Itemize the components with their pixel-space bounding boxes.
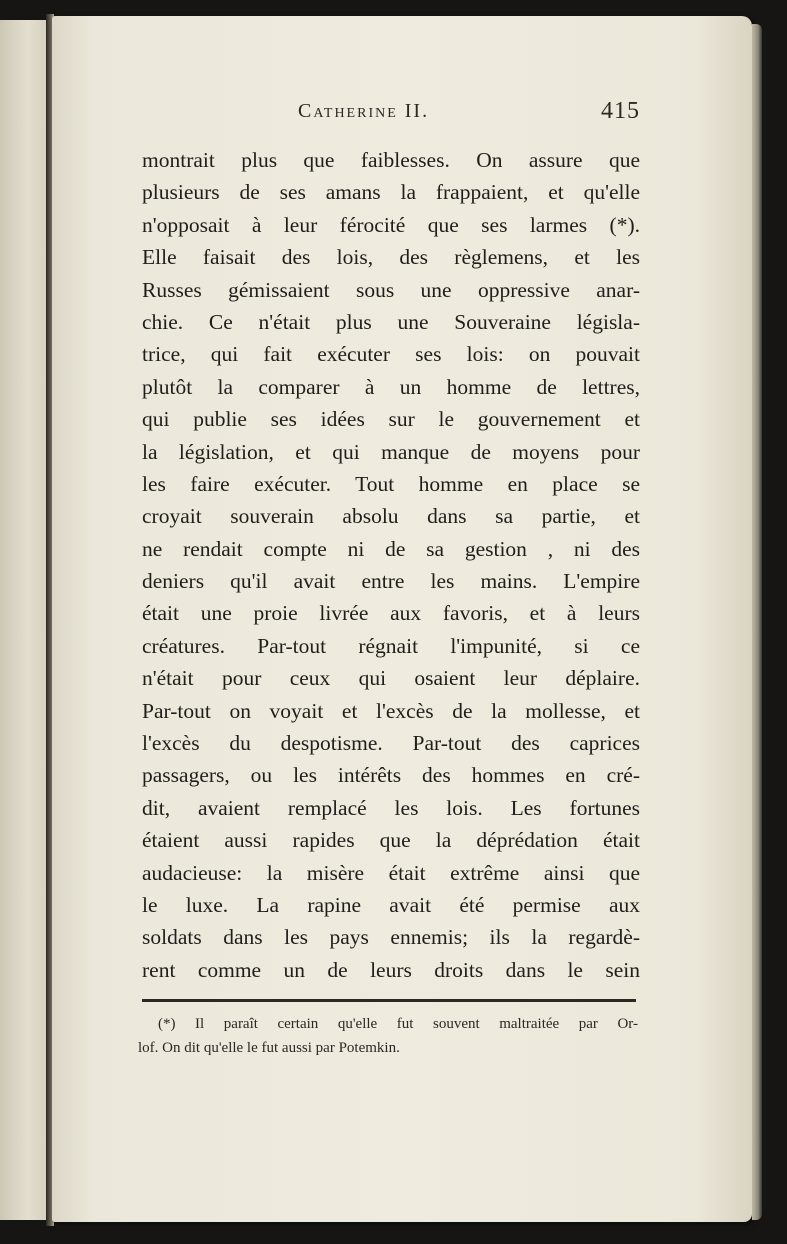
text-line: soldats dans les pays ennemis; ils la regardè- [142, 925, 640, 950]
facing-page-edge [0, 20, 46, 1220]
running-title: Catherine II. [298, 100, 430, 122]
text-line: audacieuse: la misère était extrême ainsi que [142, 860, 640, 885]
text-line: n'opposait à leur férocité que ses larmes (*). [142, 212, 640, 237]
text-line: Elle faisait des lois, des règlemens, et les [142, 245, 640, 270]
text-line: dit, avaient remplacé les lois. Les fortunes [142, 795, 640, 820]
text-line: Par-tout on voyait et l'excès de la mollesse, et [142, 698, 640, 723]
text-line: croyait souverain absolu dans sa partie, et [142, 504, 640, 529]
text-line: était une proie livrée aux favoris, et à leurs [142, 601, 640, 626]
text-line: l'excès du despotisme. Par-tout des caprices [142, 731, 640, 756]
text-line: plusieurs de ses amans la frappaient, et qu'elle [142, 180, 640, 205]
text-line: qui publie ses idées sur le gouvernement et [142, 407, 640, 432]
text-line: la législation, et qui manque de moyens pour [142, 439, 640, 464]
text-line: Russes gémissaient sous une oppressive anar- [142, 277, 640, 302]
text-line: chie. Ce n'était plus une Souveraine législa- [142, 309, 640, 334]
text-line: le luxe. La rapine avait été permise aux [142, 892, 640, 917]
text-line: deniers qu'il avait entre les mains. L'empire [142, 569, 640, 594]
footnote-line: (*) Il paraît certain qu'elle fut souvent maltraitée par Or- [158, 1016, 638, 1032]
page-stack-edge [752, 24, 762, 1220]
footnote-rule [142, 999, 636, 1002]
running-head [88, 96, 640, 132]
text-line: ne rendait compte ni de sa gestion , ni des [142, 536, 640, 561]
text-line: trice, qui fait exécuter ses lois: on pouvait [142, 342, 640, 367]
text-line: montrait plus que faiblesses. On assure que [142, 148, 640, 172]
text-line: plutôt la comparer à un homme de lettres, [142, 374, 640, 399]
text-line: étaient aussi rapides que la déprédation était [142, 828, 640, 853]
text-line: rent comme un de leurs droits dans le sein [142, 957, 640, 982]
footnote [138, 1012, 638, 1060]
body-text [142, 144, 640, 986]
page-number: 415 [601, 98, 640, 124]
text-line: créatures. Par-tout régnait l'impunité, si ce [142, 633, 640, 658]
text-line: les faire exécuter. Tout homme en place se [142, 471, 640, 496]
text-line: n'était pour ceux qui osaient leur déplaire. [142, 666, 640, 691]
text-line: passagers, ou les intérêts des hommes en cré- [142, 763, 640, 788]
footnote-line: lof. On dit qu'elle le fut aussi par Potemkin. [138, 1040, 400, 1056]
